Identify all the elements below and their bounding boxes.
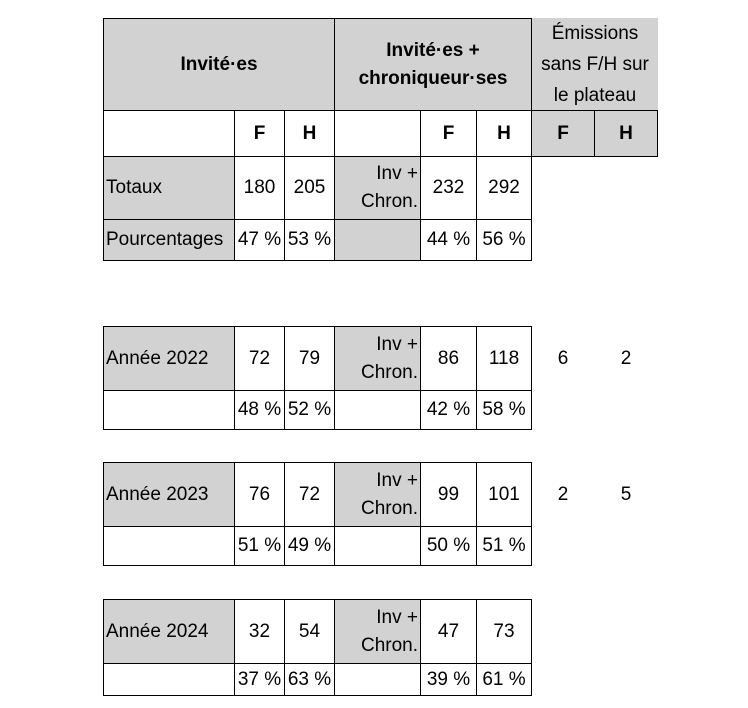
year-pct-all-h: 58 % [476,390,532,430]
inv-chron-label: Inv + Chron. [334,462,421,527]
year-pct-guests-f: 37 % [234,663,285,696]
pct-guests-f: 47 % [234,219,285,261]
totals-guests-h: 205 [284,156,335,220]
year-pct-guests-h: 52 % [284,390,335,430]
year-none-f: 6 [557,347,569,369]
year-all-f: 47 [420,599,477,664]
totals-guests-f: 180 [234,156,285,220]
blank-cell [103,663,235,696]
year-pct-guests-h: 63 % [284,663,335,696]
blank-cell [334,390,421,430]
blank-cell [334,663,421,696]
year-all-f: 99 [420,462,477,527]
year-guests-h: 72 [284,462,335,527]
header-blank-cell [334,110,421,157]
totals-all-f: 232 [420,156,477,220]
pct-all-h: 56 % [476,219,532,261]
header-group-guests-columnists: Invité·es + chroniqueur·ses [334,18,532,111]
year-none-h: 2 [620,347,632,369]
year-all-h: 73 [476,599,532,664]
header-col-h: H [476,110,532,157]
blank-cell [334,219,421,261]
pct-guests-h: 53 % [284,219,335,261]
year-none-f: 2 [557,483,569,505]
row-label-year: Année 2023 [103,462,235,527]
row-label-year: Année 2024 [103,599,235,664]
blank-cell [103,390,235,430]
row-label-year: Année 2022 [103,326,235,391]
year-guests-h: 54 [284,599,335,664]
year-pct-all-h: 61 % [476,663,532,696]
header-col-f: F [420,110,477,157]
inv-chron-label: Inv + Chron. [334,599,421,664]
year-pct-all-f: 42 % [420,390,477,430]
row-label-totals: Totaux [103,156,235,220]
year-pct-all-h: 51 % [476,526,532,566]
year-all-f: 86 [420,326,477,391]
year-guests-f: 76 [234,462,285,527]
header-group-guests: Invité·es [103,18,335,111]
year-pct-guests-h: 49 % [284,526,335,566]
blank-cell [334,526,421,566]
inv-chron-label: Inv + Chron. [334,156,421,220]
header-blank-cell [103,110,235,157]
year-guests-f: 72 [234,326,285,391]
year-pct-all-f: 39 % [420,663,477,696]
inv-chron-label: Inv + Chron. [334,326,421,391]
year-pct-guests-f: 51 % [234,526,285,566]
header-col-f: F [234,110,285,157]
header-col-h: H [594,110,658,157]
year-guests-f: 32 [234,599,285,664]
year-none-h: 5 [620,483,632,505]
totals-all-h: 292 [476,156,532,220]
header-group-no-gender: Émissions sans F/H sur le plateau [532,18,658,111]
header-col-h: H [284,110,335,157]
year-guests-h: 79 [284,326,335,391]
year-pct-guests-f: 48 % [234,390,285,430]
pct-all-f: 44 % [420,219,477,261]
year-all-h: 118 [476,326,532,391]
row-label-percentages: Pourcentages [103,219,235,261]
year-pct-all-f: 50 % [420,526,477,566]
blank-cell [103,526,235,566]
header-col-f: F [531,110,595,157]
year-all-h: 101 [476,462,532,527]
